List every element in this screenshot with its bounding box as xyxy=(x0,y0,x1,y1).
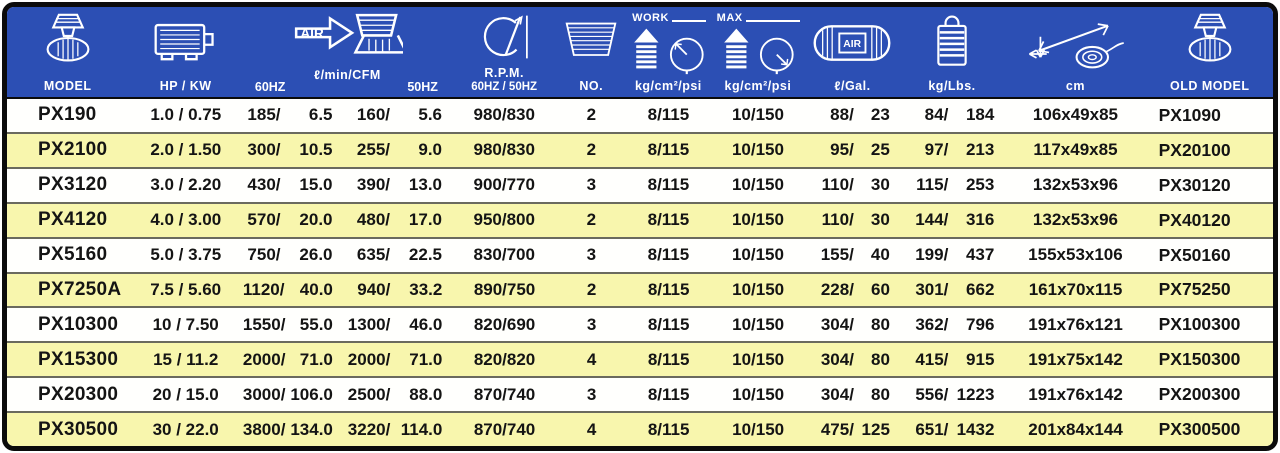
cell-max-pressure: 10/150 xyxy=(732,419,785,439)
cell-tank-capacity: 304/ 80 xyxy=(820,384,890,404)
compressor-spec-table xyxy=(2,2,1278,451)
table-row xyxy=(7,132,1273,167)
header-tank-capacity xyxy=(805,7,900,97)
table-row xyxy=(7,167,1273,202)
header-weight-label: kg/Lbs. xyxy=(928,79,976,93)
cell-old-model: PX20100 xyxy=(1158,139,1231,160)
header-model xyxy=(7,7,128,97)
weight-icon xyxy=(931,13,973,69)
cell-rpm: 950/800 xyxy=(473,210,535,230)
cell-air-60hz: 430/ 15.0 xyxy=(247,175,333,195)
cell-model: PX30500 xyxy=(38,418,119,440)
cell-dimensions: 132x53x96 xyxy=(1032,175,1118,195)
cell-air-50hz: 2000/ 71.0 xyxy=(347,349,443,369)
cell-model: PX2100 xyxy=(38,139,108,161)
cell-old-model: PX50160 xyxy=(1158,244,1231,265)
header-work-pressure xyxy=(626,7,711,97)
cell-rpm: 820/690 xyxy=(473,314,536,334)
cell-no: 2 xyxy=(586,279,597,299)
header-air-50hz: 50HZ xyxy=(407,80,438,94)
cell-max-pressure: 10/150 xyxy=(732,384,785,404)
cell-work-pressure: 8/115 xyxy=(647,175,690,195)
header-no-label: NO. xyxy=(579,79,604,93)
cell-model: PX5160 xyxy=(38,244,108,266)
max-tag-label: MAX xyxy=(716,12,743,24)
cell-rpm: 980/830 xyxy=(473,140,535,160)
header-no xyxy=(556,7,626,97)
air-arrow-text: AIR xyxy=(300,25,325,41)
air-flow-icon xyxy=(291,10,403,71)
cell-air-60hz: 3800/ 134.0 xyxy=(242,419,333,439)
table-body xyxy=(7,99,1273,446)
cell-air-60hz: 1120/ 40.0 xyxy=(242,279,333,299)
pump-head-icon xyxy=(561,19,621,61)
cell-old-model: PX300500 xyxy=(1158,419,1241,440)
cell-weight: 362/ 796 xyxy=(915,314,995,334)
cell-air-50hz: 255/ 9.0 xyxy=(356,140,443,160)
header-old-model-label: OLD MODEL xyxy=(1170,79,1250,93)
table-row xyxy=(7,306,1273,341)
cell-weight: 84/ 184 xyxy=(924,105,995,125)
cell-rpm: 820/820 xyxy=(473,349,536,369)
header-air-flow xyxy=(243,7,452,97)
cell-max-pressure: 10/150 xyxy=(732,279,785,299)
cell-air-60hz: 750/ 26.0 xyxy=(247,245,333,265)
cell-work-pressure: 8/115 xyxy=(647,314,690,334)
cell-no: 3 xyxy=(586,314,597,334)
max-tag xyxy=(717,12,801,24)
cell-old-model: PX30120 xyxy=(1158,174,1231,195)
header-rpm xyxy=(452,7,557,97)
cell-no: 3 xyxy=(586,384,597,404)
air-tank-icon xyxy=(808,20,896,66)
cell-dimensions: 155x53x106 xyxy=(1028,245,1123,265)
dimensions-icon xyxy=(1020,13,1130,73)
max-tag-line xyxy=(746,20,801,22)
work-tag xyxy=(632,12,706,24)
work-gauge-icon xyxy=(629,27,707,75)
cell-tank-capacity: 155/ 40 xyxy=(820,245,890,265)
cell-tank-capacity: 304/ 80 xyxy=(820,314,890,334)
cell-work-pressure: 8/115 xyxy=(647,349,690,369)
cell-dimensions: 117x49x85 xyxy=(1033,140,1118,160)
header-tank-label: ℓ/Gal. xyxy=(834,79,871,93)
cell-rpm: 870/740 xyxy=(473,419,536,439)
cell-no: 4 xyxy=(586,349,597,369)
header-air-60hz: 60HZ xyxy=(254,80,286,94)
compressor-icon xyxy=(36,12,100,64)
header-hp-kw xyxy=(128,7,242,97)
cell-old-model: PX100300 xyxy=(1158,314,1241,335)
motor-icon xyxy=(148,19,224,66)
cell-old-model: PX40120 xyxy=(1158,209,1231,230)
header-dims-label: cm xyxy=(1065,79,1085,93)
work-tag-line xyxy=(672,20,706,22)
cell-air-50hz: 635/ 22.5 xyxy=(356,245,443,265)
cell-model: PX190 xyxy=(38,104,97,126)
cell-hp-kw: 7.5 / 5.60 xyxy=(150,279,222,299)
header-rpm-sub: 60HZ / 50HZ xyxy=(471,81,538,93)
cell-hp-kw: 2.0 / 1.50 xyxy=(150,140,222,160)
cell-max-pressure: 10/150 xyxy=(731,210,784,230)
cell-work-pressure: 8/115 xyxy=(647,105,690,125)
cell-no: 2 xyxy=(586,105,597,125)
cell-rpm: 890/750 xyxy=(473,279,536,299)
cell-weight: 115/ 253 xyxy=(916,175,995,195)
cell-rpm: 830/700 xyxy=(473,245,535,265)
cell-old-model: PX200300 xyxy=(1158,384,1241,405)
cell-weight: 556/ 1223 xyxy=(915,384,995,404)
cell-rpm: 980/830 xyxy=(473,105,535,125)
cell-no: 3 xyxy=(586,175,597,195)
header-max-label: kg/cm²/psi xyxy=(724,79,792,93)
cell-hp-kw: 15 / 11.2 xyxy=(153,349,219,369)
tank-air-text: AIR xyxy=(843,38,862,50)
cell-work-pressure: 8/115 xyxy=(647,384,690,404)
cell-work-pressure: 8/115 xyxy=(647,210,690,230)
cell-old-model: PX75250 xyxy=(1158,279,1231,300)
cell-model: PX20300 xyxy=(38,383,119,405)
cell-no: 2 xyxy=(586,210,597,230)
max-gauge-icon xyxy=(719,27,797,75)
cell-rpm: 870/740 xyxy=(473,384,536,404)
header-rpm-label: R.P.M. xyxy=(484,66,524,80)
cell-air-60hz: 185/ 6.5 xyxy=(247,105,333,125)
cell-weight: 97/ 213 xyxy=(924,140,995,160)
cell-air-50hz: 2500/ 88.0 xyxy=(347,384,443,404)
cell-dimensions: 201x84x144 xyxy=(1028,419,1123,439)
cell-tank-capacity: 110/ 30 xyxy=(821,210,890,230)
cell-air-50hz: 390/ 13.0 xyxy=(356,175,443,195)
cell-model: PX7250A xyxy=(38,278,122,300)
cell-dimensions: 106x49x85 xyxy=(1032,105,1118,125)
cell-max-pressure: 10/150 xyxy=(731,105,784,125)
cell-max-pressure: 10/150 xyxy=(732,349,785,369)
cell-work-pressure: 8/115 xyxy=(647,279,690,299)
cell-max-pressure: 10/150 xyxy=(731,140,784,160)
cell-tank-capacity: 228/ 60 xyxy=(820,279,890,299)
cell-max-pressure: 10/150 xyxy=(731,245,784,265)
header-air-label: ℓ/min/CFM xyxy=(313,68,381,82)
cell-air-60hz: 1550/ 55.0 xyxy=(242,314,333,334)
cell-weight: 415/ 915 xyxy=(915,349,995,369)
cell-dimensions: 132x53x96 xyxy=(1032,210,1118,230)
compressor-icon xyxy=(1178,12,1242,64)
cell-weight: 144/ 316 xyxy=(915,210,995,230)
cell-work-pressure: 8/115 xyxy=(647,140,690,160)
cell-air-50hz: 480/ 17.0 xyxy=(356,210,443,230)
table-row xyxy=(7,237,1273,272)
header-weight xyxy=(900,7,1005,97)
cell-weight: 301/ 662 xyxy=(915,279,995,299)
table-row xyxy=(7,202,1273,237)
header-hp-kw-label: HP / KW xyxy=(159,79,212,93)
cell-dimensions: 191x76x121 xyxy=(1028,314,1123,334)
cell-weight: 199/ 437 xyxy=(915,245,995,265)
cell-hp-kw: 4.0 / 3.00 xyxy=(150,210,222,230)
cell-hp-kw: 3.0 / 2.20 xyxy=(150,175,222,195)
work-tag-label: WORK xyxy=(632,12,669,24)
cell-air-60hz: 300/ 10.5 xyxy=(247,140,333,160)
table-header xyxy=(7,7,1273,99)
table-row xyxy=(7,99,1273,132)
header-dimensions xyxy=(1004,7,1146,97)
header-old-model xyxy=(1147,7,1273,97)
cell-hp-kw: 20 / 15.0 xyxy=(152,384,219,404)
cell-old-model: PX150300 xyxy=(1158,349,1241,370)
cell-tank-capacity: 110/ 30 xyxy=(821,175,890,195)
cell-dimensions: 161x70x115 xyxy=(1028,279,1123,299)
cell-dimensions: 191x75x142 xyxy=(1028,349,1123,369)
cell-air-50hz: 1300/ 46.0 xyxy=(347,314,443,334)
cell-max-pressure: 10/150 xyxy=(731,175,784,195)
cell-no: 4 xyxy=(586,419,597,439)
cell-weight: 651/ 1432 xyxy=(915,419,995,439)
cell-air-50hz: 940/ 33.2 xyxy=(357,279,443,299)
cell-hp-kw: 10 / 7.50 xyxy=(152,314,219,334)
cell-tank-capacity: 304/ 80 xyxy=(820,349,890,369)
cell-hp-kw: 1.0 / 0.75 xyxy=(150,105,222,125)
cell-work-pressure: 8/115 xyxy=(647,419,690,439)
cell-hp-kw: 5.0 / 3.75 xyxy=(150,245,222,265)
cell-model: PX10300 xyxy=(38,313,119,335)
cell-air-50hz: 3220/ 114.0 xyxy=(347,419,443,439)
cell-air-60hz: 570/ 20.0 xyxy=(247,210,333,230)
cell-air-60hz: 3000/ 106.0 xyxy=(242,384,333,404)
cell-dimensions: 191x76x142 xyxy=(1028,384,1123,404)
header-model-label: MODEL xyxy=(43,79,92,93)
table-row xyxy=(7,411,1273,446)
cell-max-pressure: 10/150 xyxy=(732,314,785,334)
cell-air-60hz: 2000/ 71.0 xyxy=(242,349,333,369)
cell-model: PX4120 xyxy=(38,209,108,231)
cell-work-pressure: 8/115 xyxy=(647,245,690,265)
cell-tank-capacity: 88/ 23 xyxy=(830,105,890,125)
cell-old-model: PX1090 xyxy=(1158,104,1221,125)
header-max-pressure xyxy=(711,7,806,97)
cell-no: 2 xyxy=(586,140,597,160)
cell-hp-kw: 30 / 22.0 xyxy=(152,419,219,439)
cell-rpm: 900/770 xyxy=(473,175,535,195)
cell-tank-capacity: 475/ 125 xyxy=(820,419,890,439)
cell-no: 3 xyxy=(586,245,597,265)
table-row xyxy=(7,272,1273,307)
cell-tank-capacity: 95/ 25 xyxy=(830,140,890,160)
table-row xyxy=(7,341,1273,376)
table-row xyxy=(7,376,1273,411)
rpm-icon xyxy=(473,11,535,63)
cell-air-50hz: 160/ 5.6 xyxy=(356,105,443,125)
cell-model: PX3120 xyxy=(38,174,108,196)
cell-model: PX15300 xyxy=(38,348,119,370)
header-work-label: kg/cm²/psi xyxy=(634,79,702,93)
